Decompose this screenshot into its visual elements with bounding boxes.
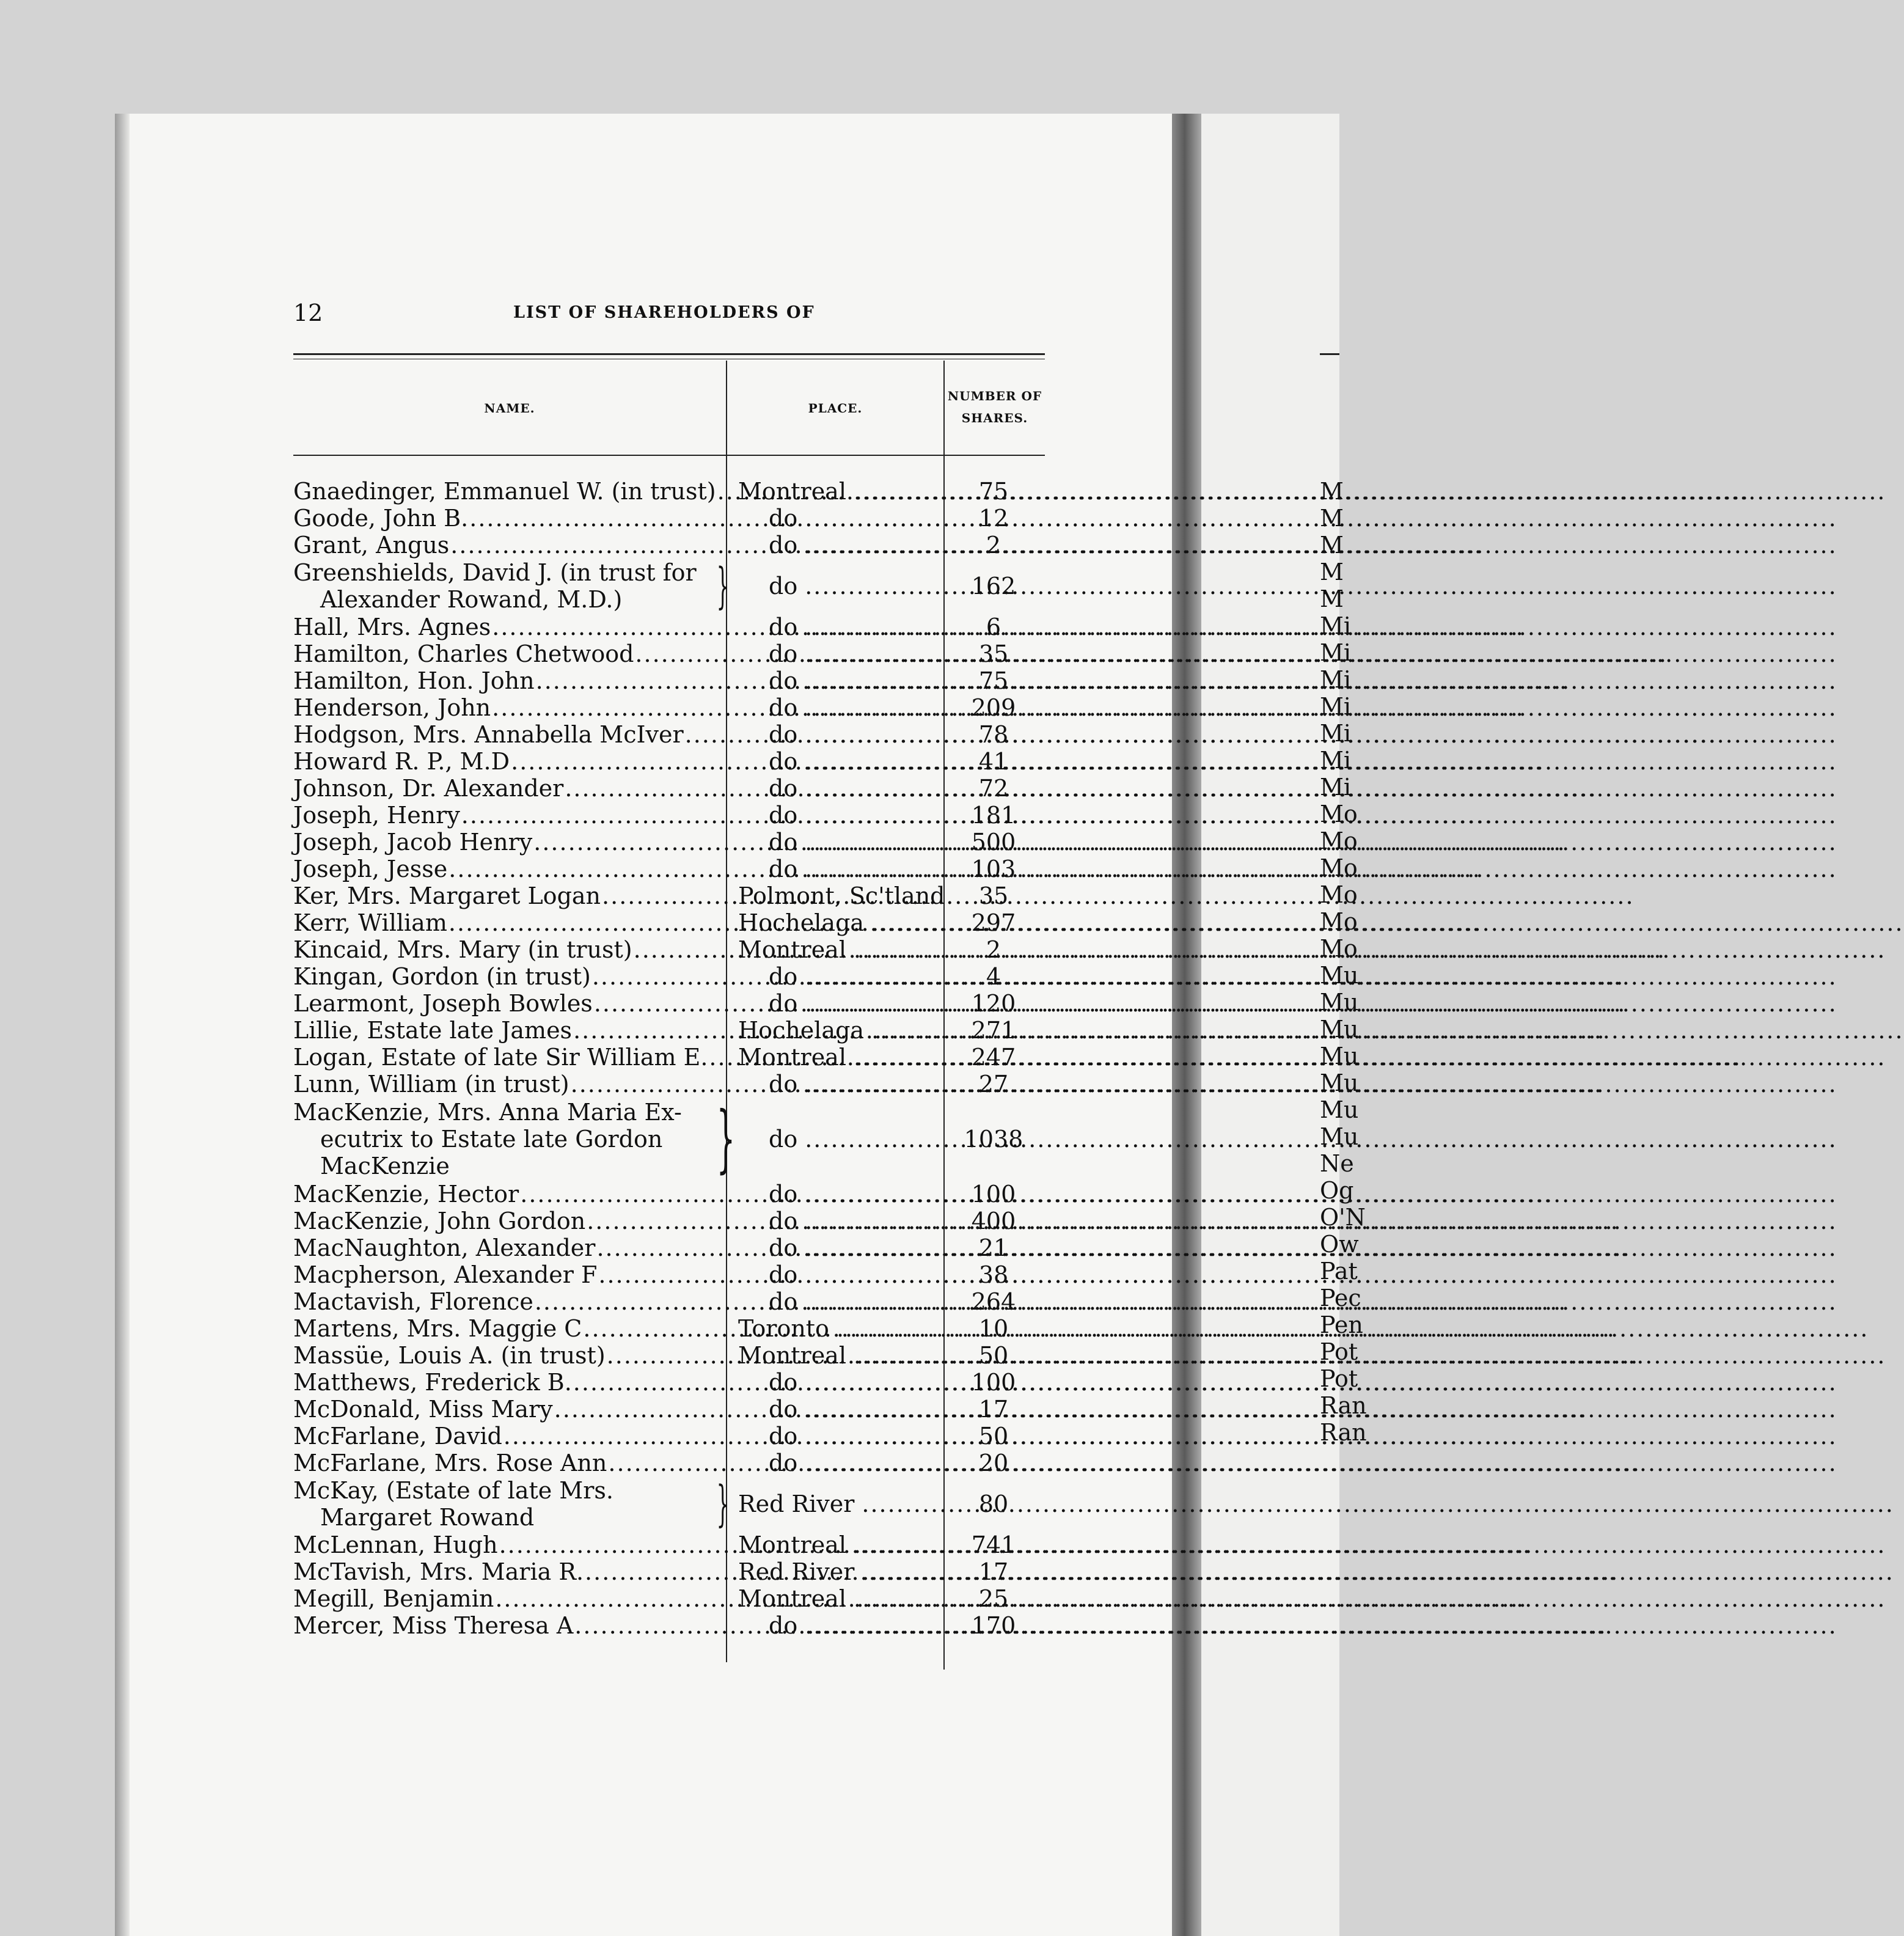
shareholder-name	[293, 721, 726, 748]
table-row	[293, 614, 1045, 640]
shareholder-name-text: McFarlane, Mrs. Rose Ann	[293, 1450, 607, 1476]
shareholder-place-text: do	[769, 1261, 798, 1288]
shareholder-shares: 75	[978, 667, 1009, 694]
shareholder-name-text: McDonald, Miss Mary	[293, 1396, 553, 1423]
adjacent-page-fragment: Mu	[1320, 1069, 1359, 1096]
shareholder-name-text: Mercer, Miss Theresa A	[293, 1612, 574, 1639]
shareholder-shares: 264	[971, 1288, 1016, 1315]
shareholder-name-text: Macpherson, Alexander F	[293, 1261, 598, 1288]
adjacent-page-fragment: Mu	[1320, 1043, 1359, 1069]
shareholder-name	[293, 1288, 726, 1315]
shareholder-name-text: Matthews, Frederick B.	[293, 1369, 572, 1396]
shareholder-shares: 35	[978, 640, 1009, 667]
shareholder-place	[726, 748, 942, 775]
shareholder-shares: 50	[978, 1342, 1009, 1369]
shareholder-place-text: do	[769, 1181, 798, 1208]
table-row	[293, 1558, 1045, 1585]
table-row	[293, 1017, 1045, 1044]
page-number: 12	[293, 299, 323, 326]
shareholder-place	[726, 1612, 942, 1639]
shareholder-name-text: Joseph, Jesse	[293, 856, 448, 882]
shareholder-shares: 1038	[964, 1126, 1023, 1153]
shareholder-shares: 120	[971, 990, 1016, 1017]
shareholder-name	[293, 1585, 726, 1612]
shareholder-shares: 41	[978, 748, 1009, 775]
table-row	[293, 882, 1045, 909]
shareholder-place	[726, 640, 942, 667]
shareholder-place-text: do	[769, 1126, 798, 1153]
shareholder-place-text: do	[769, 1450, 798, 1476]
table-row	[293, 1531, 1045, 1558]
shareholder-place	[726, 694, 942, 721]
shareholder-name	[293, 990, 726, 1017]
shareholder-place	[726, 573, 942, 600]
shareholder-name	[293, 1044, 726, 1071]
shareholder-name	[293, 478, 726, 505]
adjacent-page-fragment: Mo	[1320, 935, 1358, 962]
shareholder-place	[726, 1342, 942, 1369]
shareholder-name-text: Kerr, William	[293, 909, 447, 936]
shareholder-name-text: Kincaid, Mrs. Mary (in trust)	[293, 936, 632, 963]
shareholder-name-text: Logan, Estate of late Sir William E.	[293, 1044, 708, 1071]
table-row	[293, 856, 1045, 882]
shareholder-name	[293, 1450, 726, 1476]
shareholder-place	[726, 721, 942, 748]
shareholder-name-text: Lunn, William (in trust)	[293, 1071, 569, 1098]
shareholder-shares: 20	[978, 1450, 1009, 1476]
shareholder-place	[726, 1531, 942, 1558]
shareholder-shares: 27	[978, 1071, 1009, 1098]
shareholder-place	[726, 936, 942, 963]
table-row	[293, 802, 1045, 829]
shareholder-shares: 100	[971, 1181, 1016, 1208]
shareholder-name-text: McLennan, Hugh	[293, 1531, 498, 1558]
shareholder-place-text: Montreal	[738, 1342, 846, 1369]
adjacent-page-fragment: Pen	[1320, 1311, 1363, 1338]
shareholder-place	[726, 1071, 942, 1098]
shareholder-place-text: do	[769, 1208, 798, 1234]
shareholder-name	[293, 505, 726, 532]
shareholder-shares: 17	[978, 1396, 1009, 1423]
shareholder-place-text: Red River	[738, 1491, 855, 1517]
shareholder-name-text: Martens, Mrs. Maggie C	[293, 1315, 582, 1342]
shareholder-place-text: Montreal	[738, 1531, 846, 1558]
shareholder-place-text: do	[769, 694, 798, 721]
table-row	[293, 1044, 1045, 1071]
adjacent-page-fragment: Mo	[1320, 908, 1358, 935]
shareholder-shares: 103	[971, 856, 1016, 882]
adjacent-page-fragment: Mu	[1320, 962, 1359, 989]
shareholder-name	[293, 1396, 726, 1423]
table-row	[293, 1612, 1045, 1639]
brace-mark: }	[716, 557, 729, 614]
shareholder-place	[726, 1017, 942, 1044]
shareholder-name-text: Gnaedinger, Emmanuel W. (in trust)	[293, 478, 716, 505]
shareholder-name	[293, 1261, 726, 1288]
shareholder-name-line: MacKenzie	[320, 1153, 450, 1179]
shareholder-name	[293, 1558, 726, 1585]
shareholder-place	[726, 505, 942, 532]
table-row	[293, 532, 1045, 559]
shareholder-place-text: do	[769, 829, 798, 856]
shareholder-name-text: Joseph, Henry	[293, 802, 460, 829]
table-row	[293, 1181, 1045, 1208]
shareholder-name	[293, 532, 726, 559]
shareholder-place-text: do	[769, 990, 798, 1017]
shareholder-name-text: Grant, Angus	[293, 532, 450, 559]
adjacent-page-fragment: Mi	[1320, 720, 1352, 747]
adjacent-page-fragment: M	[1320, 532, 1344, 559]
table-row	[293, 1261, 1045, 1288]
shareholder-place-text: do	[769, 775, 798, 802]
table-row	[293, 1396, 1045, 1423]
shareholder-place	[726, 1261, 942, 1288]
shareholder-place	[726, 1315, 942, 1342]
shareholder-place-text: do	[769, 1234, 798, 1261]
shareholder-name	[293, 1475, 729, 1532]
shareholder-shares: 209	[971, 694, 1016, 721]
shareholder-place-text: do	[769, 667, 798, 694]
shareholder-name	[293, 775, 726, 802]
table-row	[293, 1288, 1045, 1315]
shareholder-name-text: Goode, John B.	[293, 505, 469, 532]
shareholder-place	[726, 1234, 942, 1261]
column-header-place: PLACE.	[808, 401, 863, 416]
shareholder-name	[293, 1369, 726, 1396]
shareholder-shares: 2	[986, 532, 1001, 559]
shareholder-shares: 35	[978, 882, 1009, 909]
shareholder-shares: 12	[978, 505, 1009, 532]
shareholder-shares: 17	[978, 1558, 1009, 1585]
shareholder-place-text: do	[769, 802, 798, 829]
table-row	[293, 667, 1045, 694]
adjacent-page-fragment: Mi	[1320, 612, 1352, 639]
shareholder-place-text: Montreal	[738, 1585, 846, 1612]
adjacent-page-fragment: Mi	[1320, 693, 1352, 720]
shareholder-name	[293, 1096, 736, 1181]
table-row	[293, 1315, 1045, 1342]
shareholder-place	[726, 775, 942, 802]
table-row	[293, 1208, 1045, 1234]
adjacent-page-fragment: O'N	[1320, 1204, 1366, 1231]
table-row	[293, 990, 1045, 1017]
shareholder-shares: 6	[986, 614, 1001, 640]
adjacent-page-fragment: Ran	[1320, 1419, 1367, 1446]
shareholder-shares: 21	[978, 1234, 1009, 1261]
shareholder-place	[726, 667, 942, 694]
shareholder-place-text: Montreal	[738, 1044, 846, 1071]
table-row	[293, 909, 1045, 936]
shareholder-place-text: do	[769, 1288, 798, 1315]
shareholder-name-line: McKay, (Estate of late Mrs.	[293, 1477, 613, 1504]
shareholder-shares: 741	[971, 1531, 1016, 1558]
shareholder-place-text: do	[769, 1612, 798, 1639]
table-row	[293, 775, 1045, 802]
adjacent-page-fragment: Mi	[1320, 774, 1352, 801]
shareholder-place	[726, 1044, 942, 1071]
shareholder-place-text: do	[769, 856, 798, 882]
table-row	[293, 721, 1045, 748]
shareholder-name-line: Greenshields, David J. (in trust for	[293, 559, 697, 586]
shareholder-name-text: MacKenzie, Hector	[293, 1181, 519, 1208]
shareholder-place	[726, 1491, 942, 1517]
shareholder-name	[293, 1423, 726, 1450]
column-header-shares	[945, 385, 1045, 429]
shareholder-place-text: Montreal	[738, 936, 846, 963]
shareholder-place-text: Polmont, Sc'tland	[738, 882, 945, 909]
shareholder-name-text: Kingan, Gordon (in trust)	[293, 963, 591, 990]
shareholder-place-text: do	[769, 614, 798, 640]
adjacent-page-fragment: Ow	[1320, 1231, 1359, 1258]
shareholder-shares: 80	[978, 1491, 1009, 1517]
shareholder-place	[726, 1181, 942, 1208]
shareholder-shares: 170	[971, 1612, 1016, 1639]
table-row	[293, 694, 1045, 721]
shareholder-name	[293, 936, 726, 963]
shareholder-place	[726, 990, 942, 1017]
adjacent-page-fragment: Mo	[1320, 827, 1358, 854]
adjacent-page-fragment: Pec	[1320, 1285, 1361, 1311]
table-row	[293, 640, 1045, 667]
shareholder-name	[293, 1234, 726, 1261]
shareholder-name-text: Joseph, Jacob Henry	[293, 829, 533, 856]
table-row	[293, 1476, 1045, 1531]
shareholder-place-text: do	[769, 573, 798, 600]
shareholder-place-text: do	[769, 1423, 798, 1450]
shareholder-shares: 400	[971, 1208, 1016, 1234]
shareholder-name-line: ecutrix to Estate late Gordon	[320, 1126, 663, 1153]
shareholder-name-text: Megill, Benjamin	[293, 1585, 494, 1612]
shareholder-name	[293, 667, 726, 694]
table-row	[293, 963, 1045, 990]
shareholder-name	[293, 1342, 726, 1369]
shareholder-place	[726, 882, 945, 909]
shareholder-place-text: do	[769, 505, 798, 532]
adjacent-page-fragment: Mi	[1320, 747, 1352, 774]
adjacent-page-fragment: Mi	[1320, 666, 1352, 693]
shareholder-place	[726, 1396, 942, 1423]
shareholder-name	[293, 882, 726, 909]
shareholder-name	[293, 1017, 726, 1044]
shareholder-shares: 38	[978, 1261, 1009, 1288]
column-header-name: NAME.	[484, 401, 535, 416]
shareholder-place	[726, 1585, 942, 1612]
shareholder-shares: 72	[978, 775, 1009, 802]
shareholder-shares: 500	[971, 829, 1016, 856]
shareholder-name-text: MacNaughton, Alexander	[293, 1234, 596, 1261]
shareholder-name-text: Hodgson, Mrs. Annabella McIver	[293, 721, 684, 748]
adjacent-page-fragment: Pat	[1320, 1258, 1358, 1285]
adjacent-page-fragment: Mo	[1320, 801, 1358, 827]
shareholder-name	[293, 802, 726, 829]
adjacent-page-fragment: M	[1320, 585, 1344, 612]
shareholder-place-text: do	[769, 721, 798, 748]
adjacent-page-fragment: Mu	[1320, 1096, 1359, 1123]
shareholder-place	[726, 1369, 942, 1396]
shareholder-place	[726, 963, 942, 990]
shareholder-place	[726, 1288, 942, 1315]
shares-header-line2: SHARES.	[961, 411, 1028, 425]
shareholder-place	[726, 1208, 942, 1234]
shareholder-table	[293, 478, 1045, 1639]
table-row	[293, 1450, 1045, 1476]
table-row	[293, 1342, 1045, 1369]
adjacent-page-fragment: Ne	[1320, 1150, 1354, 1177]
shareholder-name	[293, 1315, 726, 1342]
shareholder-place	[726, 856, 942, 882]
shareholder-place-text: Hochelaga	[738, 1017, 865, 1044]
page-edge	[115, 114, 130, 1936]
shareholder-name	[293, 963, 726, 990]
adjacent-page-rule	[1320, 353, 1339, 355]
shareholder-name-text: Hamilton, Hon. John	[293, 667, 535, 694]
shareholder-place-text: do	[769, 1396, 798, 1423]
adjacent-page-fragment: Mu	[1320, 989, 1359, 1016]
shareholder-name-text: Hamilton, Charles Chetwood	[293, 640, 634, 667]
shareholder-shares: 75	[978, 478, 1009, 505]
shareholder-shares: 247	[971, 1044, 1016, 1071]
shareholder-name	[293, 1181, 726, 1208]
table-row	[293, 829, 1045, 856]
shareholder-name-text: MacKenzie, John Gordon	[293, 1208, 586, 1234]
shareholder-name-text: Massüe, Louis A. (in trust)	[293, 1342, 606, 1369]
shareholder-place-text: do	[769, 1071, 798, 1098]
shareholder-place	[726, 1126, 942, 1153]
shares-header-line1: NUMBER OF	[947, 389, 1042, 403]
shareholder-name-text: McTavish, Mrs. Maria R.	[293, 1558, 584, 1585]
shareholder-shares: 271	[971, 1017, 1016, 1044]
running-head: LIST OF SHAREHOLDERS OF	[513, 303, 815, 322]
shareholder-shares: 181	[971, 802, 1016, 829]
adjacent-page-fragment: Pot	[1320, 1338, 1358, 1365]
shareholder-place-text: Red River	[738, 1558, 855, 1585]
shareholder-place-text: Toronto	[738, 1315, 829, 1342]
table-row	[293, 1098, 1045, 1181]
table-row	[293, 936, 1045, 963]
shareholder-shares: 4	[986, 963, 1001, 990]
shareholder-place-text: do	[769, 532, 798, 559]
shareholder-place	[726, 614, 942, 640]
column-header-rule-shares	[945, 455, 1045, 456]
shareholder-place	[726, 1450, 942, 1476]
shareholder-place-text: do	[769, 640, 798, 667]
shareholder-shares: 162	[971, 573, 1016, 600]
table-row	[293, 748, 1045, 775]
shareholder-place	[726, 802, 942, 829]
shareholder-place	[726, 478, 942, 505]
adjacent-page-fragment: M	[1320, 478, 1344, 505]
shareholder-name-line: Margaret Rowand	[320, 1504, 535, 1531]
shareholder-place-text: do	[769, 1369, 798, 1396]
table-row	[293, 478, 1045, 505]
shareholder-shares: 2	[986, 936, 1001, 963]
shareholder-name	[293, 614, 726, 640]
table-row	[293, 1585, 1045, 1612]
shareholder-name-text: Henderson, John	[293, 694, 491, 721]
shareholder-name-text: McFarlane, David	[293, 1423, 502, 1450]
shareholder-place-text: do	[769, 748, 798, 775]
shareholder-place	[726, 1423, 942, 1450]
brace-mark: }	[716, 1096, 736, 1181]
shareholder-name	[293, 909, 726, 936]
adjacent-page-fragment: Pot	[1320, 1365, 1358, 1392]
shareholder-name-text: Learmont, Joseph Bowles	[293, 990, 593, 1017]
shareholder-name	[293, 856, 726, 882]
table-row	[293, 505, 1045, 532]
adjacent-page-fragment: Mi	[1320, 639, 1352, 666]
header-rule	[293, 353, 1045, 359]
shareholder-shares: 10	[978, 1315, 1009, 1342]
shareholder-name	[293, 1071, 726, 1098]
adjacent-page-text	[1320, 478, 1367, 1446]
shareholder-place	[726, 1558, 942, 1585]
shareholder-name-text: Ker, Mrs. Margaret Logan	[293, 882, 601, 909]
brace-mark: }	[716, 1475, 729, 1532]
shareholder-place	[726, 909, 942, 936]
shareholder-shares: 297	[971, 909, 1016, 936]
shareholder-shares: 100	[971, 1369, 1016, 1396]
shareholder-place	[726, 532, 942, 559]
adjacent-page-fragment: M	[1320, 559, 1344, 585]
shareholder-name-text: Mactavish, Florence	[293, 1288, 533, 1315]
shareholder-name-text: Hall, Mrs. Agnes	[293, 614, 491, 640]
adjacent-page-fragment: Ran	[1320, 1392, 1367, 1419]
table-row	[293, 1369, 1045, 1396]
adjacent-page-fragment: Mo	[1320, 854, 1358, 881]
column-header-rule	[293, 455, 945, 456]
adjacent-page-fragment: M	[1320, 505, 1344, 532]
shareholder-place-text: do	[769, 963, 798, 990]
adjacent-page-fragment: Mo	[1320, 881, 1358, 908]
shareholder-name-line: Alexander Rowand, M.D.)	[320, 586, 623, 613]
shareholder-name	[293, 557, 729, 614]
shareholder-name	[293, 694, 726, 721]
shareholder-shares: 25	[978, 1585, 1009, 1612]
shareholder-name	[293, 1612, 726, 1639]
table-row	[293, 559, 1045, 614]
shareholder-name-text: Johnson, Dr. Alexander	[293, 775, 564, 802]
shareholder-name	[293, 1531, 726, 1558]
adjacent-page-fragment: Og	[1320, 1177, 1354, 1204]
adjacent-page-fragment: Mu	[1320, 1123, 1359, 1150]
adjacent-page-fragment: Mu	[1320, 1016, 1359, 1043]
shareholder-shares: 78	[978, 721, 1009, 748]
shareholder-name	[293, 640, 726, 667]
shareholder-name-text: Lillie, Estate late James	[293, 1017, 573, 1044]
shareholder-name	[293, 748, 726, 775]
shareholder-place-text: Montreal	[738, 478, 846, 505]
table-row	[293, 1423, 1045, 1450]
shareholder-name	[293, 829, 726, 856]
table-row	[293, 1234, 1045, 1261]
shareholder-name-line: MacKenzie, Mrs. Anna Maria Ex-	[293, 1099, 682, 1126]
shareholder-place	[726, 829, 942, 856]
shareholder-name-text: Howard R. P., M.D	[293, 748, 510, 775]
shareholder-name	[293, 1208, 726, 1234]
shareholder-shares: 50	[978, 1423, 1009, 1450]
table-row	[293, 1071, 1045, 1098]
shareholder-place-text: Hochelaga	[738, 909, 865, 936]
